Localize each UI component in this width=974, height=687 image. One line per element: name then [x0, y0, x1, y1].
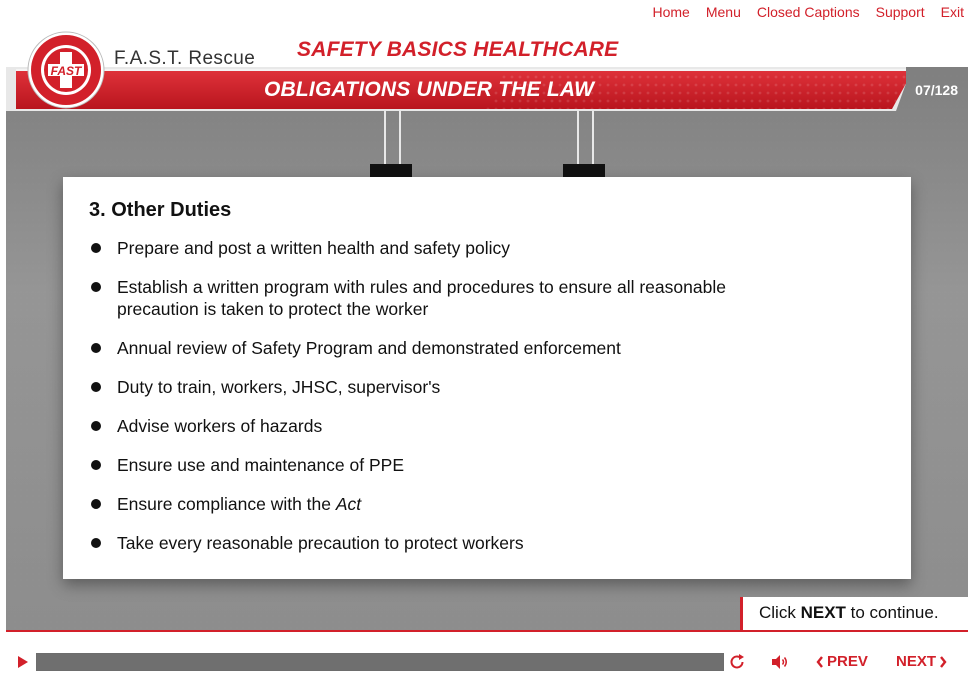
nav-menu-link[interactable]: Menu — [705, 4, 741, 20]
binder-clip — [370, 164, 412, 178]
play-button[interactable] — [16, 654, 30, 670]
list-item-text: Establish a written program with rules and procedures to ensure all reasonable precaution is taken to protect the worker — [117, 277, 726, 319]
hanger-wire — [384, 111, 386, 165]
progress-bar[interactable] — [36, 653, 724, 671]
list-item — [89, 337, 809, 359]
list-item-text: Annual review of Safety Program and demonstrated enforcement — [117, 338, 621, 358]
card-heading: 3. Other Duties — [89, 199, 232, 221]
bullet-icon — [91, 460, 101, 470]
brand-name: F.A.S.T. Rescue — [114, 48, 256, 69]
player-controls — [0, 645, 974, 679]
list-item-text: Advise workers of hazards — [117, 416, 323, 436]
volume-button[interactable] — [770, 653, 788, 671]
bullet-icon — [91, 243, 101, 253]
act-emphasis: Act — [335, 494, 362, 514]
prev-button[interactable] — [816, 653, 868, 670]
bullet-icon — [91, 382, 101, 392]
bullet-icon — [91, 499, 101, 509]
prev-label: PREV — [827, 653, 868, 670]
content-card — [63, 177, 911, 579]
list-item — [89, 532, 809, 554]
replay-button[interactable] — [727, 652, 747, 672]
nav-home-link[interactable]: Home — [652, 4, 690, 20]
fast-logo — [26, 30, 106, 110]
chevron-left-icon — [816, 656, 824, 668]
course-title: SAFETY BASICS HEALTHCARE — [297, 38, 619, 61]
bullet-icon — [91, 538, 101, 548]
next-button[interactable] — [896, 653, 947, 670]
continue-suffix: to continue. — [850, 603, 939, 622]
duties-list — [89, 235, 809, 554]
bullet-icon — [91, 421, 101, 431]
chevron-right-icon — [939, 656, 947, 668]
list-item — [89, 454, 809, 476]
list-item — [89, 376, 809, 398]
slide-counter: 07/128 — [915, 82, 958, 98]
volume-icon — [770, 653, 788, 671]
continue-next-word: NEXT — [800, 603, 846, 622]
continue-prompt — [740, 597, 968, 630]
nav-exit-link[interactable]: Exit — [940, 4, 964, 20]
list-item-text: Take every reasonable precaution to protect workers — [117, 533, 524, 553]
list-item — [89, 493, 809, 515]
list-item-text: Duty to train, workers, JHSC, supervisor's — [117, 377, 441, 397]
list-item — [89, 415, 809, 437]
list-item-text: Ensure compliance with the — [117, 494, 331, 514]
nav-support-link[interactable]: Support — [875, 4, 925, 20]
list-item-text: Prepare and post a written health and safety policy — [117, 238, 511, 258]
hanger-wire — [592, 111, 594, 165]
next-label: NEXT — [896, 653, 937, 670]
hanger-wire — [577, 111, 579, 165]
list-item-text: Ensure use and maintenance of PPE — [117, 455, 404, 475]
top-nav — [652, 4, 964, 20]
divider — [6, 630, 968, 632]
hanger-wire — [399, 111, 401, 165]
play-icon — [16, 654, 30, 670]
section-title: OBLIGATIONS UNDER THE LAW — [264, 78, 595, 101]
list-item — [89, 237, 809, 259]
replay-icon — [727, 652, 747, 672]
list-item — [89, 276, 809, 320]
binder-clip — [563, 164, 605, 178]
logo-text: FAST — [50, 64, 82, 78]
progress-fill — [37, 654, 723, 670]
bullet-icon — [91, 343, 101, 353]
nav-closed-captions-link[interactable]: Closed Captions — [756, 4, 860, 20]
continue-prefix: Click — [759, 603, 796, 622]
bullet-icon — [91, 282, 101, 292]
